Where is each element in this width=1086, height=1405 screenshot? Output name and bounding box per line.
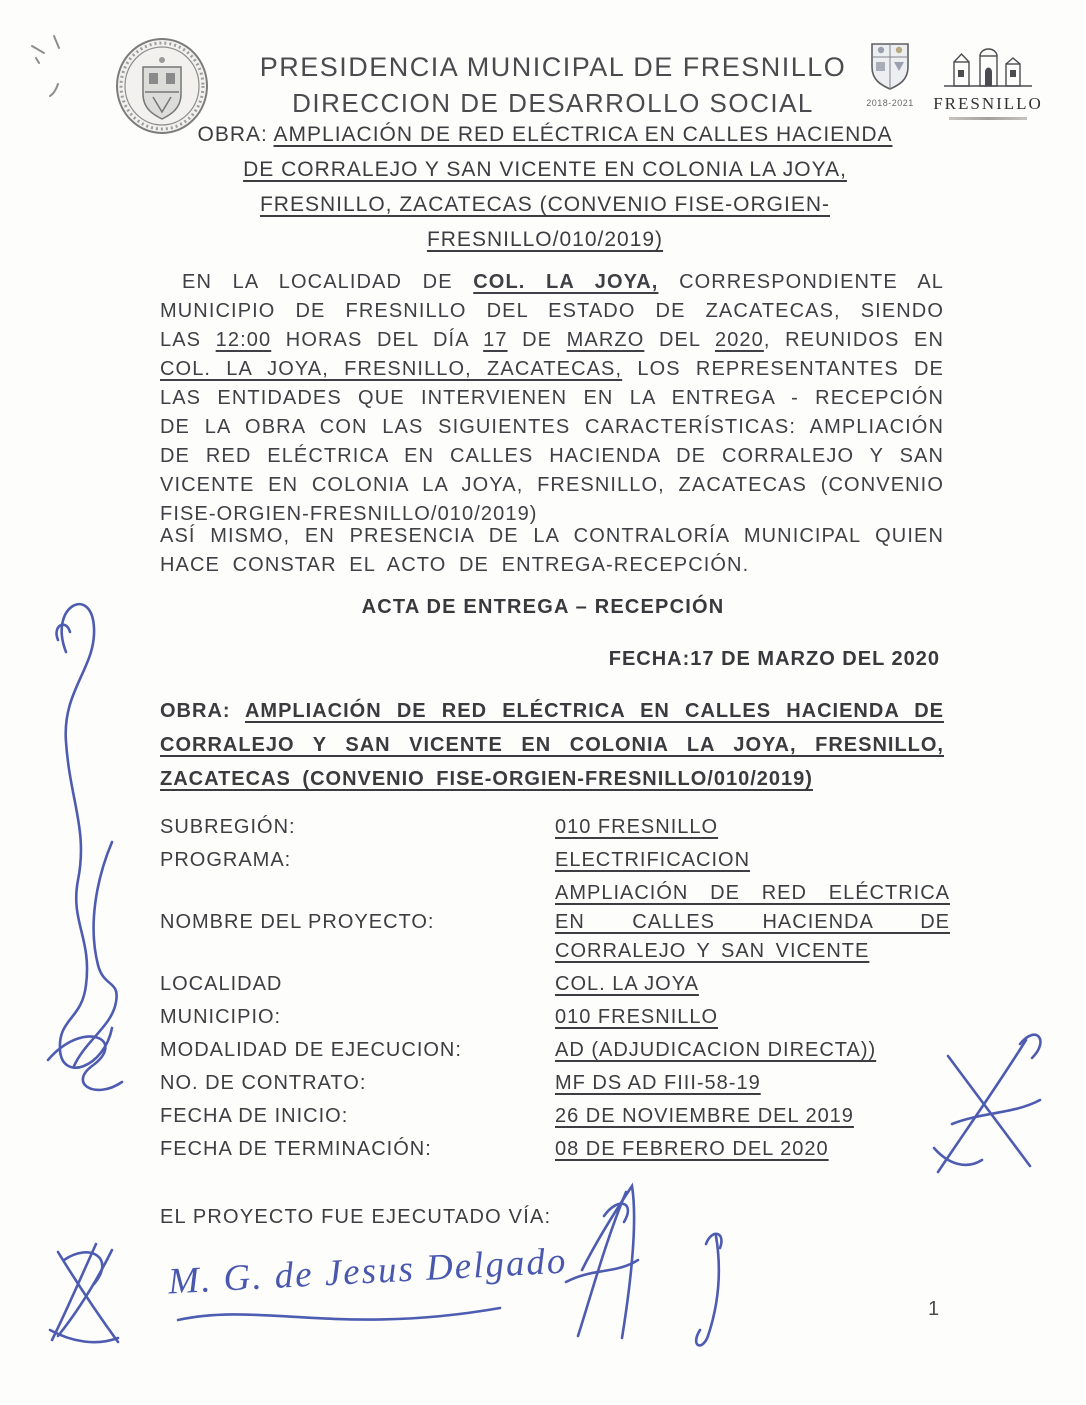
field-row-modalidad — [160, 1036, 950, 1065]
p1-seg: DE — [507, 329, 567, 351]
p1-seg: CORRESPONDIENTE AL MUNICIPIO DE FRESNILLO DEL ESTADO DE ZACATECAS, SIENDO LAS — [160, 271, 944, 351]
p1-day: 17 — [483, 329, 508, 351]
field-row-subregion — [160, 813, 950, 842]
field-row-municipio — [160, 1003, 950, 1032]
field-value: 010 FRESNILLO — [555, 1006, 719, 1028]
p1-time: 12:00 — [215, 329, 272, 351]
paragraph-localidad — [160, 268, 944, 529]
field-value: AMPLIACIÓN DE RED ELÉCTRICA EN CALLES HACIENDA DE CORRALEJO Y SAN VICENTE — [555, 882, 950, 962]
brand-tagline — [949, 117, 1027, 120]
field-label: FECHA DE INICIO: — [160, 1105, 349, 1127]
field-row-nombre-proyecto — [160, 879, 950, 966]
paragraph-contraloria: ASÍ MISMO, EN PRESENCIA DE LA CONTRALORÍA MUNICIPAL QUIEN HACE CONSTAR EL ACTO DE ENTREGA-RECEPCIÓN. — [160, 525, 944, 576]
signature-bottom-left — [50, 1244, 118, 1342]
page-title: PRESIDENCIA MUNICIPAL DE FRESNILLO — [259, 52, 847, 82]
page-subtitle: DIRECCION DE DESARROLLO SOCIAL — [292, 88, 814, 118]
fresnillo-logo — [933, 46, 1043, 120]
p1-seg: HORAS DEL DÍA — [271, 329, 484, 351]
obra-text-underlined: AMPLIACIÓN DE RED ELÉCTRICA EN CALLES HACIENDA DE CORRALEJO Y SAN VICENTE EN COLONIA LA JOYA, FRESNILLO, ZACATECAS (CONVENIO FISE-ORGIEN-FRESNILLO/010/2019) — [160, 700, 944, 790]
ayuntamiento-shield-logo — [862, 40, 918, 108]
building-icon — [936, 46, 1040, 88]
p1-seg: EN LA LOCALIDAD DE — [182, 271, 474, 293]
field-row-fecha-inicio — [160, 1102, 950, 1131]
field-label: PROGRAMA: — [160, 849, 292, 871]
header — [163, 52, 943, 119]
stray-pen-marks — [22, 28, 82, 108]
field-label: FECHA DE TERMINACIÓN: — [160, 1138, 432, 1160]
project-fields — [160, 813, 950, 1168]
field-row-localidad — [160, 970, 950, 999]
field-value: 010 FRESNILLO — [555, 816, 719, 838]
signature-center-bottom — [566, 1186, 638, 1338]
obra-label: OBRA: — [197, 123, 274, 146]
field-value: 26 DE NOVIEMBRE DEL 2019 — [555, 1105, 854, 1127]
field-value: ELECTRIFICACION — [555, 849, 751, 871]
p1-seg: DEL — [644, 329, 715, 351]
field-row-fecha-terminacion — [160, 1135, 950, 1164]
fecha-line: FECHA:17 DE MARZO DEL 2020 — [608, 648, 940, 670]
field-row-contrato — [160, 1069, 950, 1098]
signature-left-margin — [48, 604, 122, 1090]
field-value: 08 DE FEBRERO DEL 2020 — [555, 1138, 829, 1160]
page-number: 1 — [928, 1298, 940, 1320]
obra-title-underlined: AMPLIACIÓN DE RED ELÉCTRICA EN CALLES HACIENDA DE CORRALEJO Y SAN VICENTE EN COLONIA LA JOYA, FRESNILLO, ZACATECAS (CONVENIO FISE-ORGIEN-FRESNILLO/010/2019) — [243, 123, 893, 251]
field-label: NOMBRE DEL PROYECTO: — [160, 911, 435, 933]
field-label: MODALIDAD DE EJECUCION: — [160, 1039, 462, 1061]
acta-title: ACTA DE ENTREGA – RECEPCIÓN — [361, 596, 725, 618]
field-value: AD (ADJUDICACION DIRECTA)) — [555, 1039, 877, 1061]
signature-name-flourish — [178, 1308, 500, 1320]
shield-icon — [867, 40, 913, 92]
field-value: COL. LA JOYA — [555, 973, 699, 995]
p1-locality: COL. LA JOYA, — [473, 271, 659, 293]
field-label: LOCALIDAD — [160, 973, 283, 995]
handwritten-signature-name: M. G. de Jesus Delgado — [167, 1240, 569, 1303]
executed-via-line: EL PROYECTO FUE EJECUTADO VÍA: — [160, 1206, 552, 1228]
field-label: SUBREGIÓN: — [160, 816, 296, 838]
p1-month: MARZO — [566, 329, 645, 351]
obra-label: OBRA: — [160, 700, 245, 722]
shield-caption: 2018-2021 — [866, 98, 914, 108]
obra-statement — [160, 694, 944, 796]
p1-year: 2020 — [714, 329, 764, 351]
p1-place: COL. LA JOYA, FRESNILLO, ZACATECAS, — [160, 358, 623, 380]
p1-seg: LOS REPRESENTANTES DE LAS ENTIDADES QUE INTERVIENEN EN LA ENTREGA - RECEPCIÓN DE LA OBRA CON LAS SIGUIENTES CARACTERÍSTICAS: AMPLIACIÓN DE RED ELÉCTRICA EN CALLES HACIENDA DE CORRALEJO Y SAN VICENTE EN COLONIA LA JOYA, FRESNILLO, ZACATECAS (CONVENIO FISE-ORGIEN-FRESNILLO/010/2019) — [160, 358, 944, 525]
field-label: MUNICIPIO: — [160, 1006, 282, 1028]
header-obra-line — [188, 117, 902, 257]
field-value: MF DS AD FIII-58-19 — [555, 1072, 761, 1094]
p1-seg: , REUNIDOS EN — [763, 329, 945, 351]
field-label: NO. DE CONTRATO: — [160, 1072, 367, 1094]
brand-wordmark: FRESNILLO — [933, 94, 1043, 113]
signature-center-bottom-2 — [696, 1234, 721, 1346]
field-row-programa — [160, 846, 950, 875]
